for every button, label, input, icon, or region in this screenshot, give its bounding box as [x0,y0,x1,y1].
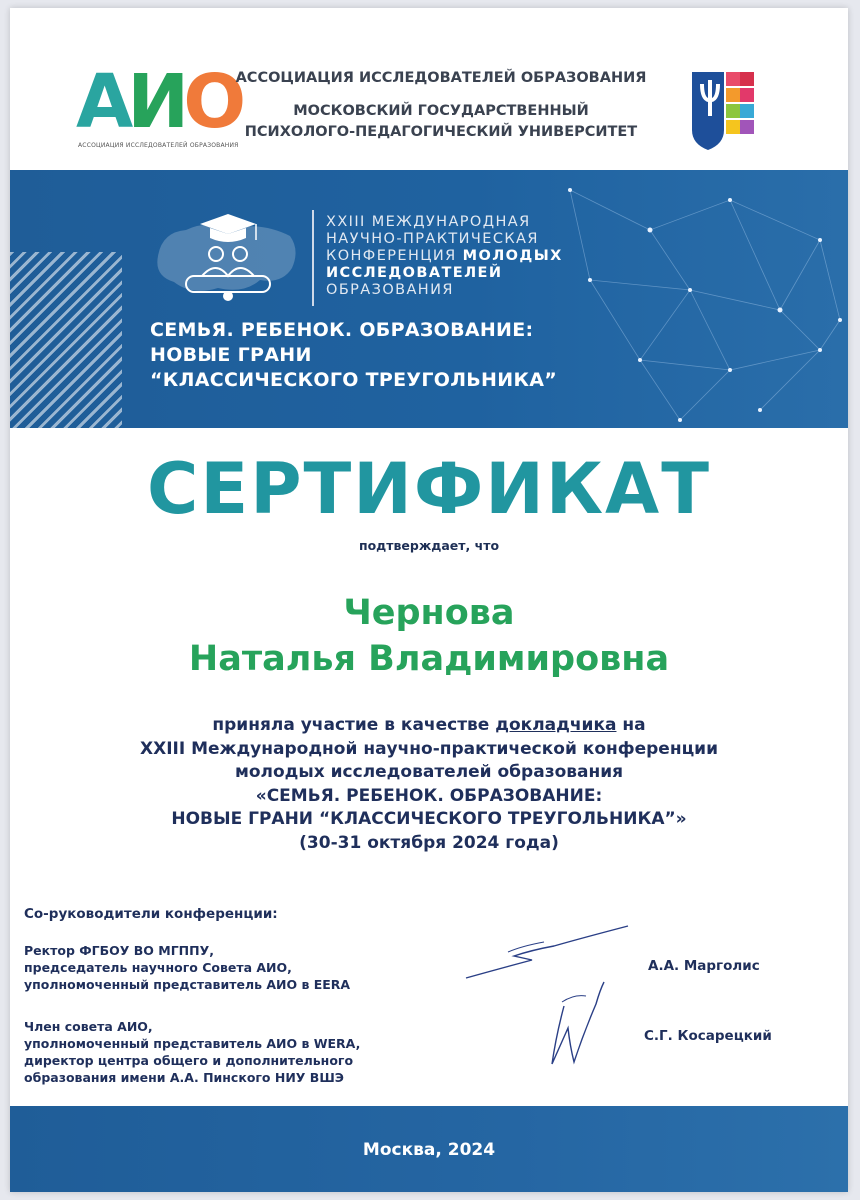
org-mgppu-line2: ПСИХОЛОГО-ПЕДАГОГИЧЕСКИЙ УНИВЕРСИТЕТ [244,124,638,140]
signer2-title-line: образования имени А.А. Пинского НИУ ВШЭ [24,1070,344,1085]
signer1-title-line: уполномоченный представитель АИО в EERA [24,977,351,992]
recipient-surname: Чернова [343,593,515,633]
conference-dates: (30-31 октября 2024 года) [299,832,559,853]
desc-line [10,714,848,738]
certificate-sheet [10,8,848,1192]
city-year: Москва, 2024 [362,1140,496,1160]
conf-title-line [326,248,563,265]
participant-role: докладчика [495,715,617,735]
co-chairs-heading: Со-руководители конференции: [24,906,278,922]
signer2-title-line: уполномоченный представитель АИО в WERA, [24,1036,361,1051]
desc-part: на [616,715,646,735]
graduation-emblem-icon [152,210,302,306]
participation-description [10,714,848,855]
conf-title-line: ОБРАЗОВАНИЯ [326,282,454,298]
desc-line: «СЕМЬЯ. РЕБЕНОК. ОБРАЗОВАНИЕ: [255,785,603,806]
theme-line: “КЛАССИЧЕСКОГО ТРЕУГОЛЬНИКА” [150,369,558,391]
organizers [206,68,676,143]
theme-line: НОВЫЕ ГРАНИ [150,344,312,366]
aio-logo [76,59,241,158]
conf-title-part: КОНФЕРЕНЦИЯ [326,248,463,264]
mgppu-logo-icon [690,70,756,154]
conference-title [326,214,563,299]
desc-line: НОВЫЕ ГРАНИ “КЛАССИЧЕСКОГО ТРЕУГОЛЬНИКА”» [171,809,687,829]
signer2-title-line: Член совета АИО, [24,1019,153,1034]
signer1-title [24,942,350,993]
signer1-title-line: Ректор ФГБОУ ВО МГППУ, [24,943,214,958]
org-mgppu-line1: МОСКОВСКИЙ ГОСУДАРСТВЕННЫЙ [293,103,589,119]
signer2-title-line: директор центра общего и дополнительного [24,1053,354,1068]
signer2-title [24,1018,360,1086]
recipient-given-names: Наталья Владимировна [188,639,670,679]
footer-band [10,1106,848,1192]
conf-title-line [326,265,563,282]
conference-banner [10,170,848,428]
theme-line: СЕМЬЯ. РЕБЕНОК. ОБРАЗОВАНИЕ: [150,319,534,341]
conf-title-bold: ИССЛЕДОВАТЕЛЕЙ [326,265,503,281]
banner-stripes [10,252,122,428]
conf-title-line: НАУЧНО-ПРАКТИЧЕСКАЯ [326,231,539,247]
desc-part: приняла участие в качестве [212,715,496,735]
aio-logo-letters: АИО [76,59,241,145]
conference-theme [150,318,557,393]
banner-divider [312,210,314,306]
conf-title-bold: МОЛОДЫХ [462,248,563,264]
desc-line: XXIII Международной научно-практической конференции [139,738,719,759]
org-aio: АССОЦИАЦИЯ ИССЛЕДОВАТЕЛЕЙ ОБРАЗОВАНИЯ [235,70,647,86]
signature-kosaretsky-icon [534,976,614,1072]
network-pattern-icon [530,170,848,428]
desc-line: молодых исследователей образования [234,762,624,782]
signer1-name: А.А. Марголис [648,958,760,974]
confirms-text: подтверждает, что [358,538,500,553]
signer2-name: С.Г. Косарецкий [644,1028,772,1044]
recipient-name [10,590,848,682]
conf-title-line: XXIII МЕЖДУНАРОДНАЯ [326,214,531,230]
aio-logo-subtitle: АССОЦИАЦИЯ ИССЛЕДОВАТЕЛЕЙ ОБРАЗОВАНИЯ [78,142,239,149]
certificate-title: СЕРТИФИКАТ [147,448,711,530]
signer1-title-line: председатель научного Совета АИО, [24,960,292,975]
